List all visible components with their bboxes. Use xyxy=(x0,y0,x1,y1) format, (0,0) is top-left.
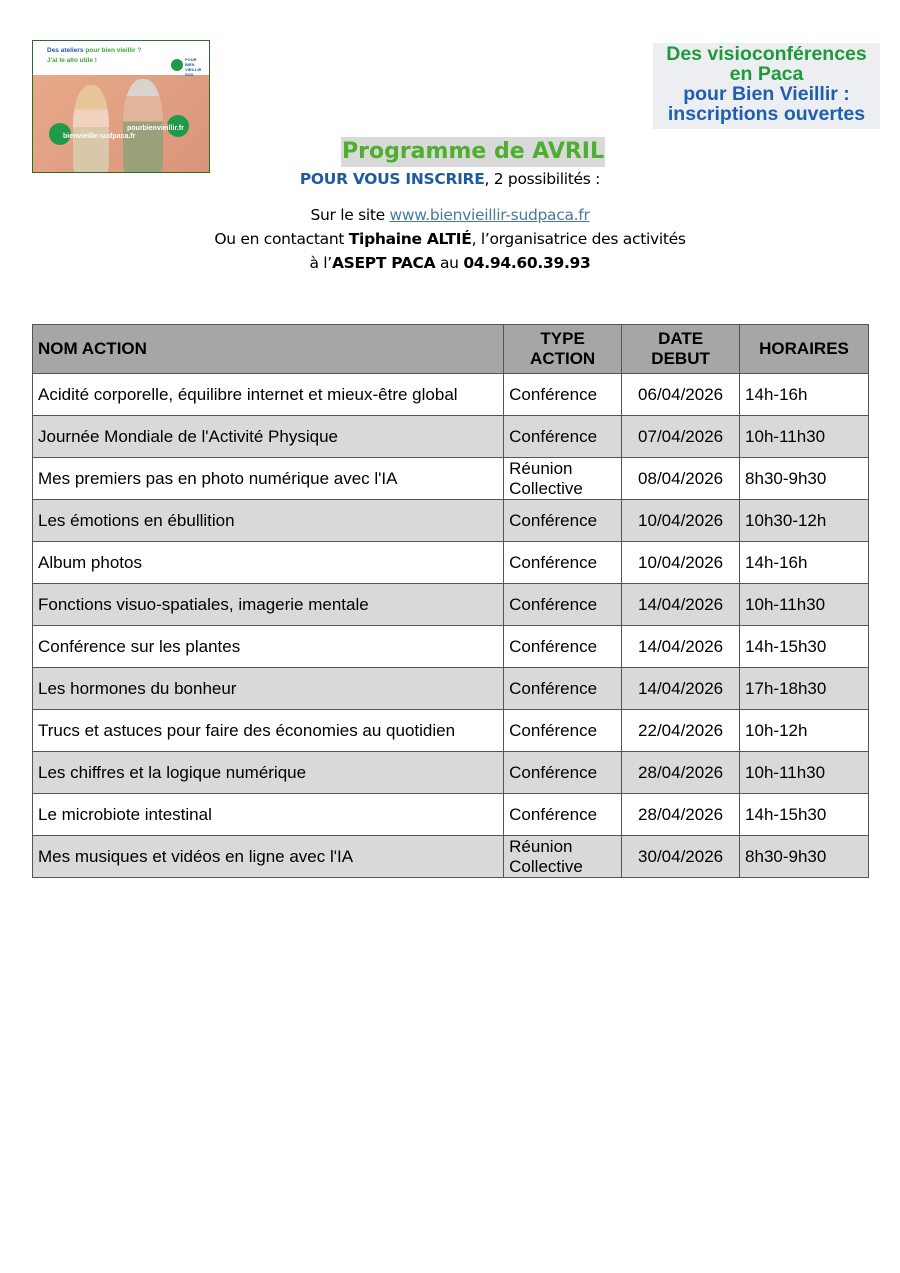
org-line xyxy=(0,254,900,272)
org-name: ASEPT PACA xyxy=(331,254,436,272)
cell-date: 14/04/2026 xyxy=(622,626,740,668)
register-line xyxy=(0,170,900,188)
woman-figure xyxy=(73,85,109,173)
banner-line: Des visioconférences xyxy=(666,43,867,65)
cell-type: Conférence xyxy=(504,584,622,626)
table-row xyxy=(33,500,869,542)
cell-name: Acidité corporelle, équilibre internet et mieux-être global xyxy=(33,374,504,416)
banner-line: pour Bien Vieillir : xyxy=(683,83,850,105)
cell-type: Conférence xyxy=(504,668,622,710)
cell-date: 30/04/2026 xyxy=(622,836,740,878)
cell-hours: 10h-11h30 xyxy=(740,584,869,626)
table-row xyxy=(33,584,869,626)
cell-hours: 10h-11h30 xyxy=(740,416,869,458)
column-header-date: DATE DEBUT xyxy=(622,325,740,374)
cell-hours: 8h30-9h30 xyxy=(740,458,869,500)
cell-hours: 8h30-9h30 xyxy=(740,836,869,878)
column-header-type: TYPE ACTION xyxy=(504,325,622,374)
cell-name: Les émotions en ébullition xyxy=(33,500,504,542)
cell-name: Les chiffres et la logique numérique xyxy=(33,752,504,794)
table-row xyxy=(33,836,869,878)
site-line xyxy=(0,206,900,224)
register-strong: POUR VOUS INSCRIRE xyxy=(299,170,485,188)
table-row xyxy=(33,710,869,752)
poster-logo-icon xyxy=(171,59,183,71)
cell-date: 10/04/2026 xyxy=(622,542,740,584)
poster-url-left: bienvieillir-sudpaca.fr xyxy=(63,133,136,140)
site-prefix: Sur le site xyxy=(310,206,390,224)
org-prefix: à l’ xyxy=(309,254,332,272)
org-mid: au xyxy=(435,254,464,272)
cell-date: 22/04/2026 xyxy=(622,710,740,752)
cell-name: Mes premiers pas en photo numérique avec l'IA xyxy=(33,458,504,500)
cell-type: Conférence xyxy=(504,752,622,794)
cell-hours: 17h-18h30 xyxy=(740,668,869,710)
cell-date: 07/04/2026 xyxy=(622,416,740,458)
poster-headline: Des ateliers pour bien vieillir ? xyxy=(47,47,142,54)
column-header-name: NOM ACTION xyxy=(33,325,504,374)
column-header-hours: HORAIRES xyxy=(740,325,869,374)
cell-type: Conférence xyxy=(504,710,622,752)
table-row xyxy=(33,542,869,584)
table-row xyxy=(33,752,869,794)
cell-date: 08/04/2026 xyxy=(622,458,740,500)
poster-url-right: pourbienvieillir.fr xyxy=(127,125,184,132)
banner-line: en Paca xyxy=(729,63,804,85)
site-link[interactable]: www.bienvieillir-sudpaca.fr xyxy=(389,206,590,224)
cell-hours: 10h-11h30 xyxy=(740,752,869,794)
contact-rest: , l’organisatrice des activités xyxy=(471,230,686,248)
table-row xyxy=(33,668,869,710)
cell-type: Réunion Collective xyxy=(504,836,622,878)
cell-hours: 14h-15h30 xyxy=(740,626,869,668)
phone-number: 04.94.60.39.93 xyxy=(463,254,591,272)
page-title: Programme de AVRIL xyxy=(341,137,605,167)
cell-name: Trucs et astuces pour faire des économies au quotidien xyxy=(33,710,504,752)
cell-name: Conférence sur les plantes xyxy=(33,626,504,668)
table-row xyxy=(33,416,869,458)
contact-line xyxy=(0,230,900,248)
cell-name: Le microbiote intestinal xyxy=(33,794,504,836)
table-row xyxy=(33,626,869,668)
contact-prefix: Ou en contactant xyxy=(214,230,349,248)
cell-name: Les hormones du bonheur xyxy=(33,668,504,710)
table-row xyxy=(33,458,869,500)
cell-date: 28/04/2026 xyxy=(622,752,740,794)
cell-date: 10/04/2026 xyxy=(622,500,740,542)
cell-type: Réunion Collective xyxy=(504,458,622,500)
banner-line: inscriptions ouvertes xyxy=(667,103,866,125)
cell-name: Album photos xyxy=(33,542,504,584)
register-rest: , 2 possibilités : xyxy=(484,170,601,188)
cell-date: 14/04/2026 xyxy=(622,584,740,626)
cell-date: 28/04/2026 xyxy=(622,794,740,836)
cell-type: Conférence xyxy=(504,542,622,584)
cell-date: 06/04/2026 xyxy=(622,374,740,416)
cell-name: Mes musiques et vidéos en ligne avec l'IA xyxy=(33,836,504,878)
cell-type: Conférence xyxy=(504,500,622,542)
table-header-row xyxy=(33,325,869,374)
poster-photo xyxy=(33,75,209,172)
poster-logo-text: POUR BIEN VIEILLIR SUD xyxy=(185,57,202,77)
poster-tagline: J'ai le allo utile ! xyxy=(47,57,97,64)
visio-banner xyxy=(653,43,880,129)
cell-hours: 14h-16h xyxy=(740,374,869,416)
poster-image xyxy=(32,40,210,173)
cell-hours: 10h30-12h xyxy=(740,500,869,542)
cell-type: Conférence xyxy=(504,794,622,836)
cell-type: Conférence xyxy=(504,416,622,458)
contact-name: Tiphaine ALTIÉ xyxy=(348,230,472,248)
table-row xyxy=(33,794,869,836)
cell-type: Conférence xyxy=(504,626,622,668)
table-row xyxy=(33,374,869,416)
cell-type: Conférence xyxy=(504,374,622,416)
cell-name: Fonctions visuo-spatiales, imagerie mentale xyxy=(33,584,504,626)
cell-hours: 14h-15h30 xyxy=(740,794,869,836)
cell-name: Journée Mondiale de l'Activité Physique xyxy=(33,416,504,458)
cell-hours: 10h-12h xyxy=(740,710,869,752)
cell-date: 14/04/2026 xyxy=(622,668,740,710)
program-table xyxy=(32,324,869,878)
cell-hours: 14h-16h xyxy=(740,542,869,584)
